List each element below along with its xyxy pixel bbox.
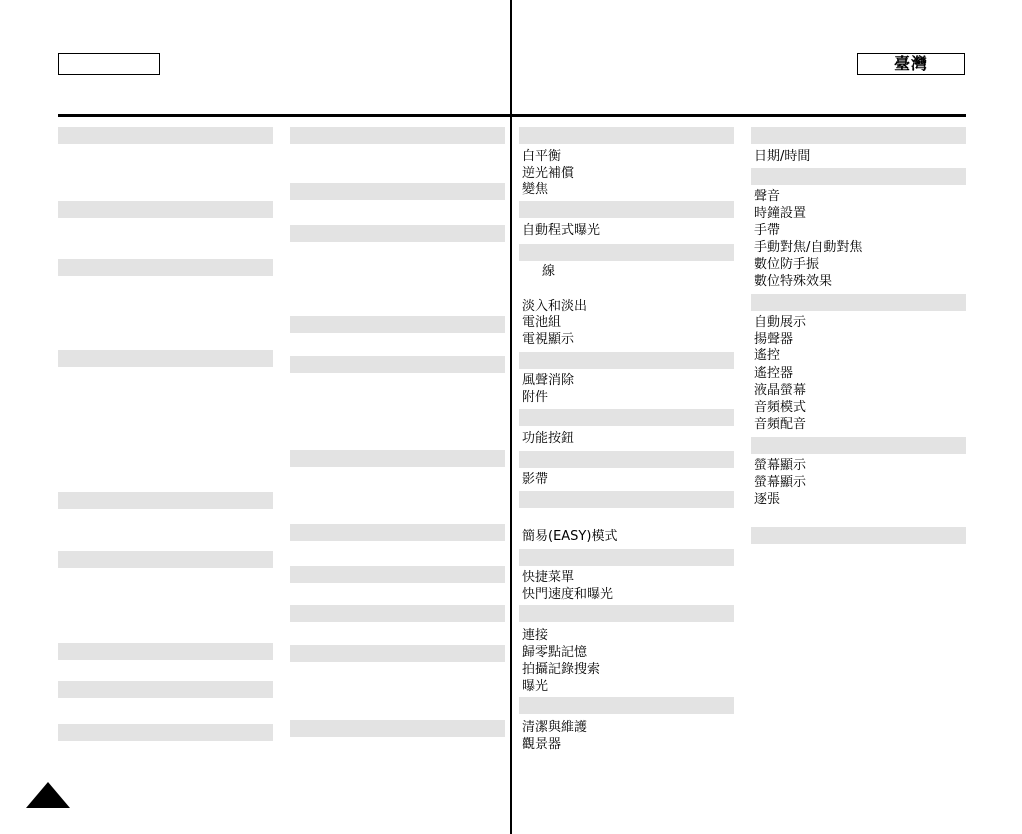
index-entry-line: 線 (542, 264, 556, 279)
index-entry-zoom: 變焦 (522, 182, 549, 197)
section-bar (58, 551, 273, 568)
index-entry-remote-control: 遙控器 (754, 366, 794, 381)
section-bar (58, 681, 273, 698)
index-entry-dis: 數位防手振 (754, 257, 820, 272)
index-entry-sound: 聲音 (754, 189, 781, 204)
index-entry-frame-advance: 逐張 (754, 492, 781, 507)
header-rule (58, 114, 966, 117)
section-bar (58, 492, 273, 509)
index-entry-battery-pack: 電池組 (522, 315, 562, 330)
section-bar (290, 645, 505, 662)
index-entry-backlight-compensation: 逆光補償 (522, 166, 575, 181)
index-entry-digital-effects: 數位特殊效果 (754, 274, 833, 289)
index-entry-zero-memory: 歸零點記憶 (522, 645, 588, 660)
index-entry-lcd: 液晶螢幕 (754, 383, 807, 398)
index-entry-date-time: 日期/時間 (754, 149, 811, 164)
index-entry-remote: 遙控 (754, 348, 781, 363)
index-entry-speaker: 揚聲器 (754, 332, 794, 347)
section-bar (290, 524, 505, 541)
section-bar (58, 127, 273, 144)
index-entry-exposure: 曝光 (522, 679, 549, 694)
section-bar (519, 549, 734, 566)
index-entry-fade: 淡入和淡出 (522, 299, 588, 314)
section-bar (58, 259, 273, 276)
index-entry-function-buttons: 功能按鈕 (522, 431, 575, 446)
index-entry-record-search: 拍攝記錄搜索 (522, 662, 601, 677)
section-bar (290, 450, 505, 467)
section-bar (519, 451, 734, 468)
section-bar (519, 605, 734, 622)
section-bar (290, 566, 505, 583)
section-bar (58, 643, 273, 660)
language-box-left (58, 53, 160, 75)
section-bar (519, 409, 734, 426)
section-bar (519, 491, 734, 508)
section-bar (290, 356, 505, 373)
section-bar (751, 437, 966, 454)
section-bar (290, 316, 505, 333)
section-bar (751, 527, 966, 544)
index-entry-wind-cut: 風聲消除 (522, 373, 575, 388)
section-bar (290, 225, 505, 242)
index-entry-accessories: 附件 (522, 390, 549, 405)
index-entry-auto-demo: 自動展示 (754, 315, 807, 330)
index-entry-osd-2: 螢幕顯示 (754, 475, 807, 490)
section-bar (58, 201, 273, 218)
center-divider (510, 0, 512, 834)
section-bar (751, 294, 966, 311)
section-bar (519, 201, 734, 218)
index-entry-audio-mode: 音頻模式 (754, 400, 807, 415)
index-entry-tv-display: 電視顯示 (522, 332, 575, 347)
index-entry-tape: 影帶 (522, 472, 549, 487)
section-bar (751, 168, 966, 185)
page-corner-triangle-icon (26, 782, 70, 808)
index-entry-osd: 螢幕顯示 (754, 458, 807, 473)
index-entry-white-balance: 白平衡 (522, 149, 562, 164)
language-box-taiwan: 臺灣 (857, 53, 965, 75)
index-entry-program-ae: 自動程式曝光 (522, 223, 601, 238)
section-bar (58, 350, 273, 367)
index-entry-cleaning-maintenance: 清潔與維護 (522, 720, 588, 735)
index-entry-manual-auto-focus: 手動對焦/自動對焦 (754, 240, 863, 255)
section-bar (519, 697, 734, 714)
section-bar (290, 127, 505, 144)
index-entry-clock-setting: 時鐘設置 (754, 206, 807, 221)
section-bar (751, 127, 966, 144)
section-bar (519, 352, 734, 369)
index-entry-viewfinder: 觀景器 (522, 737, 562, 752)
section-bar (519, 127, 734, 144)
index-entry-connection: 連接 (522, 628, 549, 643)
section-bar (58, 724, 273, 741)
index-entry-easy-mode: 簡易(EASY)模式 (522, 529, 618, 544)
section-bar (290, 605, 505, 622)
section-bar (290, 720, 505, 737)
index-entry-audio-dubbing: 音頻配音 (754, 417, 807, 432)
section-bar (290, 183, 505, 200)
index-entry-hand-strap: 手帶 (754, 223, 781, 238)
index-entry-quick-menu: 快捷菜單 (522, 570, 575, 585)
index-entry-shutter-speed-exposure: 快門速度和曝光 (522, 587, 614, 602)
section-bar (519, 244, 734, 261)
